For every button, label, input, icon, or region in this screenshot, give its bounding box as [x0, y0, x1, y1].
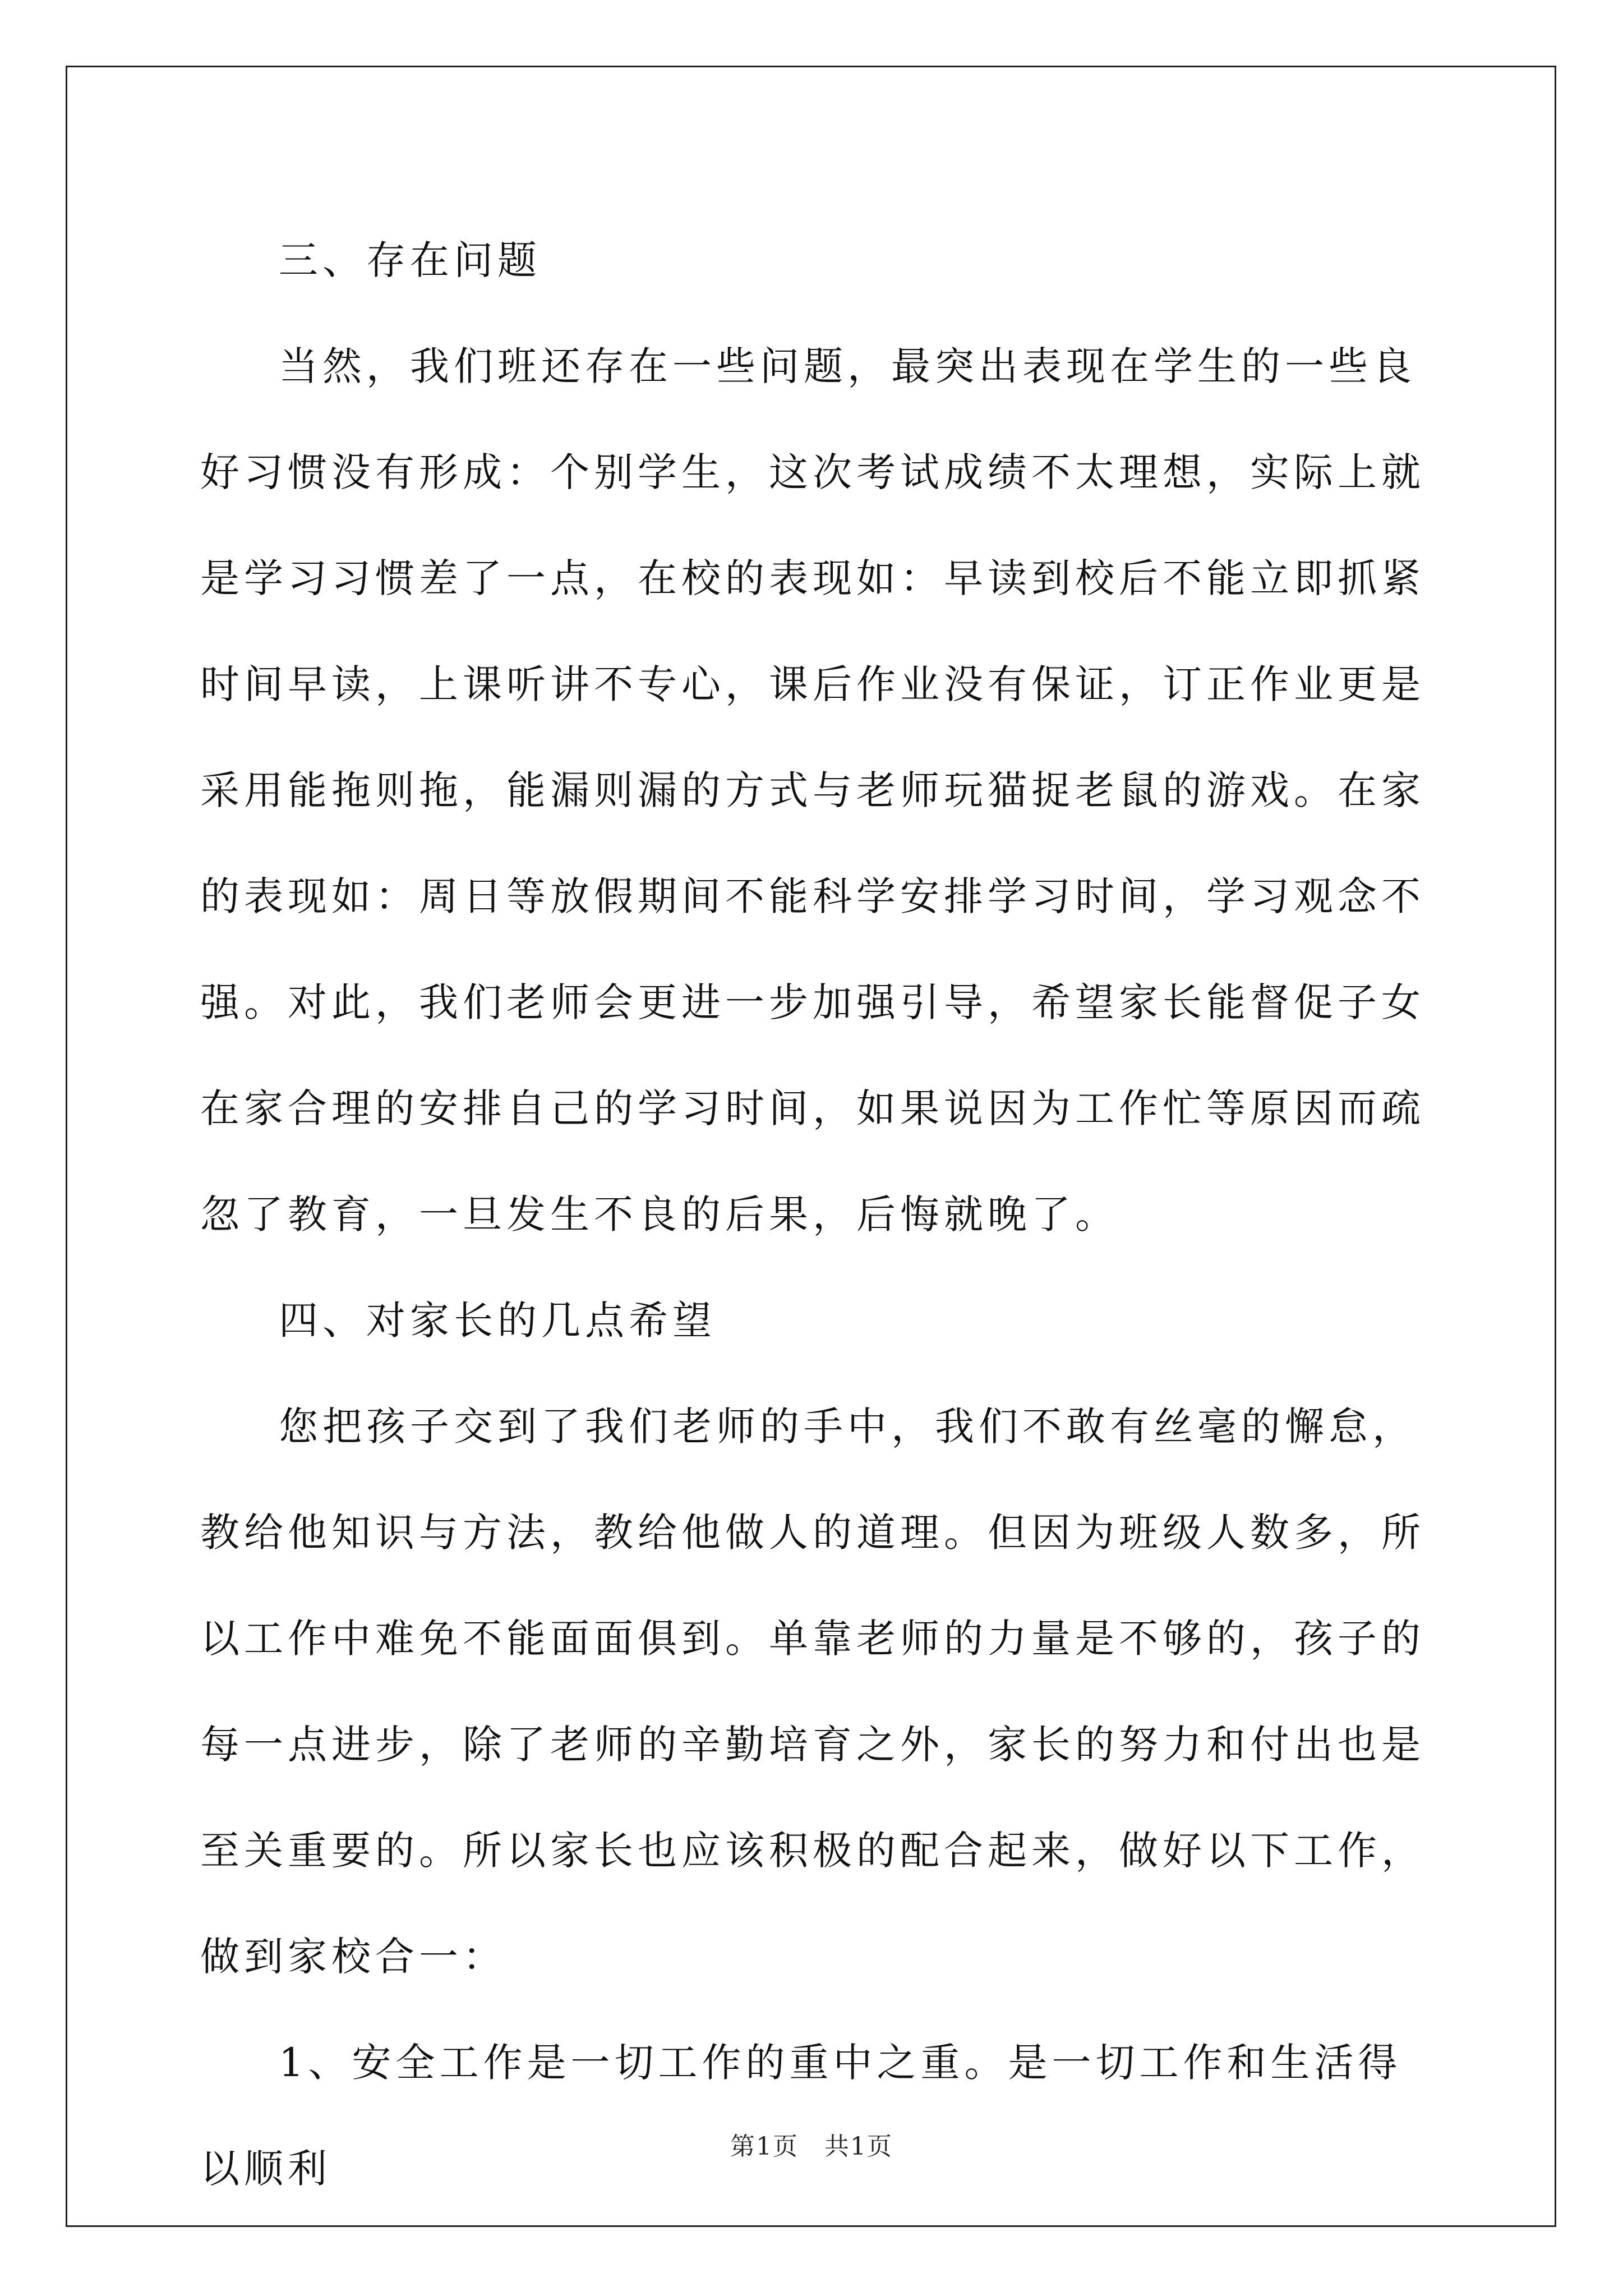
document-body	[200, 208, 1426, 2222]
paragraph-safety: 1、安全工作是一切工作的重中之重。是一切工作和生活得以顺利	[200, 2040, 1402, 2192]
section-heading-problems: 三、存在问题	[279, 237, 541, 283]
page-footer: 第1页 共1页	[730, 2132, 893, 2161]
section-heading-parent-hopes: 四、对家长的几点希望	[279, 1297, 716, 1343]
paragraph-problems: 当然，我们班还存在一些问题，最突出表现在学生的一些良好习惯没有形成：个别学生，这次考试成绩不太理想，实际上就是学习习惯差了一点，在校的表现如：早读到校后不能立即抓紧时间早读，上课听讲不专心，课后作业没有保证，订正作业更是采用能拖则拖，能漏则漏的方式与老师玩猫捉老鼠的游戏。在家的表现如：周日等放假期间不能科学安排学习时间，学习观念不强。对此，我们老师会更进一步加强引导，希望家长能督促子女在家合理的安排自己的学习时间，如果说因为工作忙等原因而疏忽了教育，一旦发生不良的后果，后悔就晚了。	[200, 343, 1425, 1237]
paragraph-parent-hopes: 您把孩子交到了我们老师的手中，我们不敢有丝毫的懈怠，教给他知识与方法，教给他做人的道理。但因为班级人数多，所以工作中难免不能面面俱到。单靠老师的力量是不够的，孩子的每一点进步，除了老师的辛勤培育之外，家长的努力和付出也是至关重要的。所以家长也应该积极的配合起来，做好以下工作，做到家校合一：	[200, 1404, 1425, 1980]
